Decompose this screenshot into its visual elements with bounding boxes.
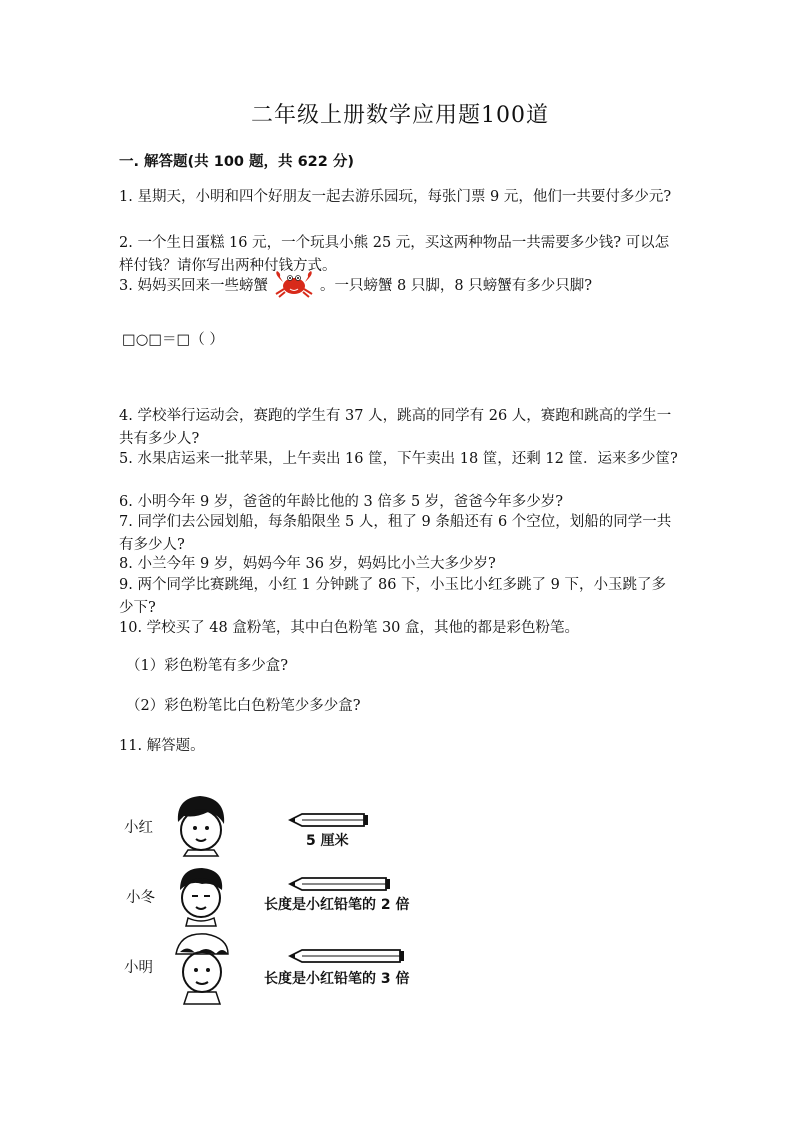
question-4: 4. 学校举行运动会，赛跑的学生有 37 人，跳高的同学有 26 人，赛跑和跳高的学生一共有多少人?	[119, 408, 672, 447]
question-3-text-a: 3. 妈妈买回来一些螃蟹	[119, 278, 268, 294]
boy-cap-face-icon	[166, 930, 236, 1006]
pencil-icon	[288, 812, 370, 828]
caption-xiaohong: 5 厘米	[306, 833, 349, 849]
boy-face-icon	[168, 862, 232, 928]
question-7: 7. 同学们去公园划船，每条船限坐 5 人，租了 9 条船还有 6 个空位，划船的同学一共有多少人?	[119, 514, 672, 553]
question-1: 1. 星期天，小明和四个好朋友一起去游乐园玩，每张门票 9 元，他们一共要付多少元?	[119, 189, 672, 205]
caption-xiaoming: 长度是小红铅笔的 3 倍	[264, 971, 410, 987]
crab-icon	[268, 270, 320, 298]
question-2: 2. 一个生日蛋糕 16 元，一个玩具小熊 25 元，买这两种物品一共需要多少钱? 可以怎样付钱？请你写出两种付钱方式。	[119, 235, 670, 274]
question-3-text-b: 。一只螃蟹 8 只脚，8 只螃蟹有多少只脚?	[319, 278, 593, 294]
question-3	[119, 270, 719, 298]
pencil-figure	[110, 790, 470, 1030]
answer-formula: □○□＝□（ ）	[122, 332, 224, 348]
section-heading: 一. 解答题(共 100 题，共 622 分)	[119, 154, 355, 170]
pencil-icon	[288, 948, 406, 964]
question-6: 6. 小明今年 9 岁，爸爸的年龄比他的 3 倍多 5 岁，爸爸今年多少岁?	[119, 494, 564, 510]
question-9: 9. 两个同学比赛跳绳，小红 1 分钟跳了 86 下，小玉比小红多跳了 9 下，小玉跳了多少下?	[119, 577, 666, 616]
name-xiaoming: 小明	[124, 960, 153, 976]
name-xiaohong: 小红	[124, 820, 153, 836]
question-10: 10. 学校买了 48 盒粉笔，其中白色粉笔 30 盒，其他的都是彩色粉笔。	[119, 620, 580, 636]
question-5: 5. 水果店运来一批苹果，上午卖出 16 筐，下午卖出 18 筐，还剩 12 筐．运来多少筐?	[119, 451, 678, 467]
girl-face-icon	[168, 792, 232, 858]
name-xiaodong: 小冬	[126, 890, 155, 906]
question-11: 11. 解答题。	[119, 738, 205, 754]
caption-xiaodong: 长度是小红铅笔的 2 倍	[264, 897, 410, 913]
pencil-icon	[288, 876, 392, 892]
question-10-part-2: （2）彩色粉笔比白色粉笔少多少盒?	[126, 698, 361, 714]
page-title: 二年级上册数学应用题100道	[251, 103, 549, 128]
question-10-part-1: （1）彩色粉笔有多少盒?	[126, 658, 288, 674]
question-8: 8. 小兰今年 9 岁，妈妈今年 36 岁，妈妈比小兰大多少岁?	[119, 556, 496, 572]
